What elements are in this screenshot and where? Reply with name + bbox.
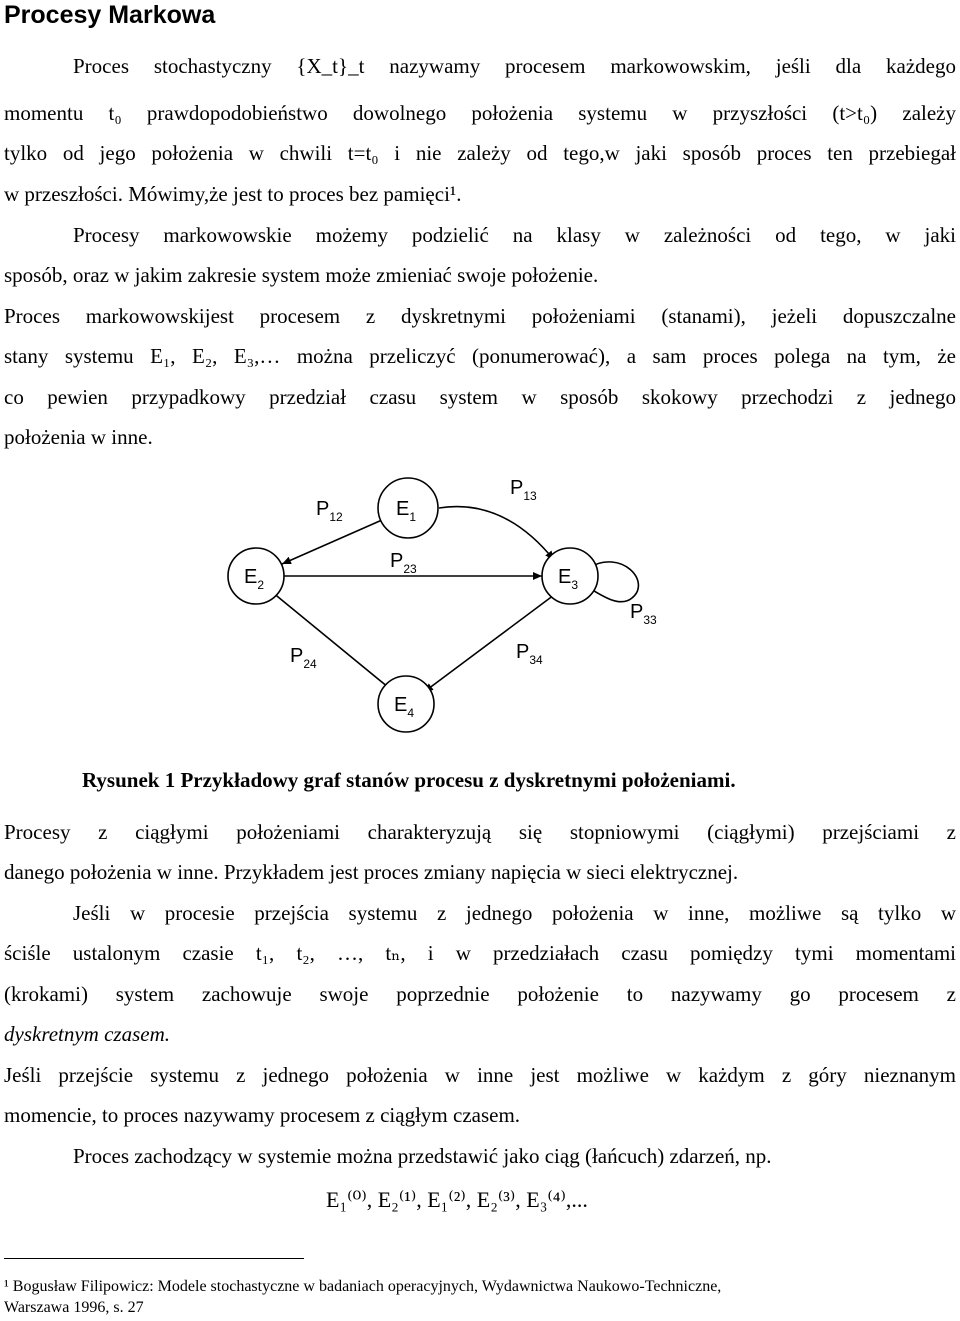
edge-label-p34: $P_{34}$ bbox=[516, 641, 543, 667]
paragraph-line: sposób, oraz w jakim zakresie system może zmieniać swoje położenie. bbox=[4, 263, 599, 287]
paragraph-line: dyskretnym czasem. bbox=[4, 1022, 171, 1046]
footnote-line: ¹ Bogusław Filipowicz: Modele stochastyczne w badaniach operacyjnych, Wydawnictwa Naukowo-Techniczne, bbox=[4, 1278, 722, 1295]
paragraph-line: Proces zachodzący w systemie można przedstawić jako ciąg (łańcuch) zdarzeń, np. bbox=[73, 1144, 772, 1168]
state-graph-diagram bbox=[224, 470, 744, 740]
node-label-e3: $E_3$ bbox=[558, 566, 579, 592]
paragraph-line: stany systemu E₁, E₂, E₃,… można przeliczyć (ponumerować), a sam proces polega na tym, że bbox=[4, 344, 956, 368]
event-chain-formula: E₁⁽⁰⁾, E₂⁽¹⁾, E₁⁽²⁾, E₂⁽³⁾, E₃⁽⁴⁾,... bbox=[326, 1187, 588, 1212]
edge-label-p23: $P_{23}$ bbox=[390, 550, 417, 576]
paragraph-line: Procesy z ciągłymi położeniami charakteryzują się stopniowymi (ciągłymi) przejściami z bbox=[4, 820, 956, 844]
paragraph-line: momentu t₀ prawdopodobieństwo dowolnego położenia systemu w przyszłości (t>t₀) zależy bbox=[4, 101, 956, 125]
paragraph-line: (krokami) system zachowuje swoje poprzednie położenie to nazywamy go procesem z bbox=[4, 982, 956, 1006]
figure-caption: Rysunek 1 Przykładowy graf stanów procesu z dyskretnymi położeniami. bbox=[82, 768, 736, 792]
paragraph-line: momencie, to proces nazywamy procesem z ciągłym czasem. bbox=[4, 1103, 521, 1127]
node-label-e4: $E_4$ bbox=[394, 694, 415, 720]
paragraph-line: co pewien przypadkowy przedział czasu system w sposób skokowy przechodzi z jednego bbox=[4, 385, 956, 409]
paragraph-line: Jeśli przejście systemu z jednego położenia w inne jest możliwe w każdym z góry nieznanym bbox=[4, 1063, 956, 1087]
edge-e2-e4 bbox=[272, 592, 394, 692]
edge-label-p12: $P_{12}$ bbox=[316, 498, 343, 524]
paragraph-line: Jeśli w procesie przejścia systemu z jednego położenia w inne, możliwe są tylko w bbox=[73, 901, 956, 925]
edge-e1-e2 bbox=[282, 520, 382, 564]
paragraph-line: Proces stochastyczny {X_t}_t nazywamy procesem markowowskim, jeśli dla każdego bbox=[73, 54, 956, 78]
paragraph-line: w przeszłości. Mówimy,że jest to proces bez pamięci¹. bbox=[4, 182, 462, 206]
edge-label-p33: $P_{33}$ bbox=[630, 601, 657, 627]
edge-label-p24: $P_{24}$ bbox=[290, 645, 317, 671]
paragraph-line: położenia w inne. bbox=[4, 425, 153, 449]
page-title: Procesy Markowa bbox=[4, 1, 216, 29]
paragraph-line: tylko od jego położenia w chwili t=t₀ i nie zależy od tego,w jaki sposób proces ten przebiegał bbox=[4, 141, 956, 165]
paragraph-line: Proces markowowskijest procesem z dyskretnymi położeniami (stanami), jeżeli dopuszczalne bbox=[4, 304, 956, 328]
node-label-e2: $E_2$ bbox=[244, 566, 265, 592]
footnote-line: Warszawa 1996, s. 27 bbox=[4, 1299, 144, 1316]
edge-label-p13: $P_{13}$ bbox=[510, 477, 537, 503]
paragraph-line: danego położenia w inne. Przykładem jest proces zmiany napięcia w sieci elektrycznej. bbox=[4, 860, 739, 884]
paragraph-line: ściśle ustalonym czasie t₁, t₂, …, tₙ, i w przedziałach czasu pomiędzy tymi momentami bbox=[4, 941, 956, 965]
paragraph-line: Procesy markowowskie możemy podzielić na klasy w zależności od tego, w jaki bbox=[73, 223, 956, 247]
edge-e1-e3 bbox=[439, 507, 554, 560]
node-label-e1: $E_1$ bbox=[396, 498, 417, 524]
edge-e3-e4 bbox=[424, 592, 558, 692]
footnote-separator bbox=[4, 1258, 304, 1259]
